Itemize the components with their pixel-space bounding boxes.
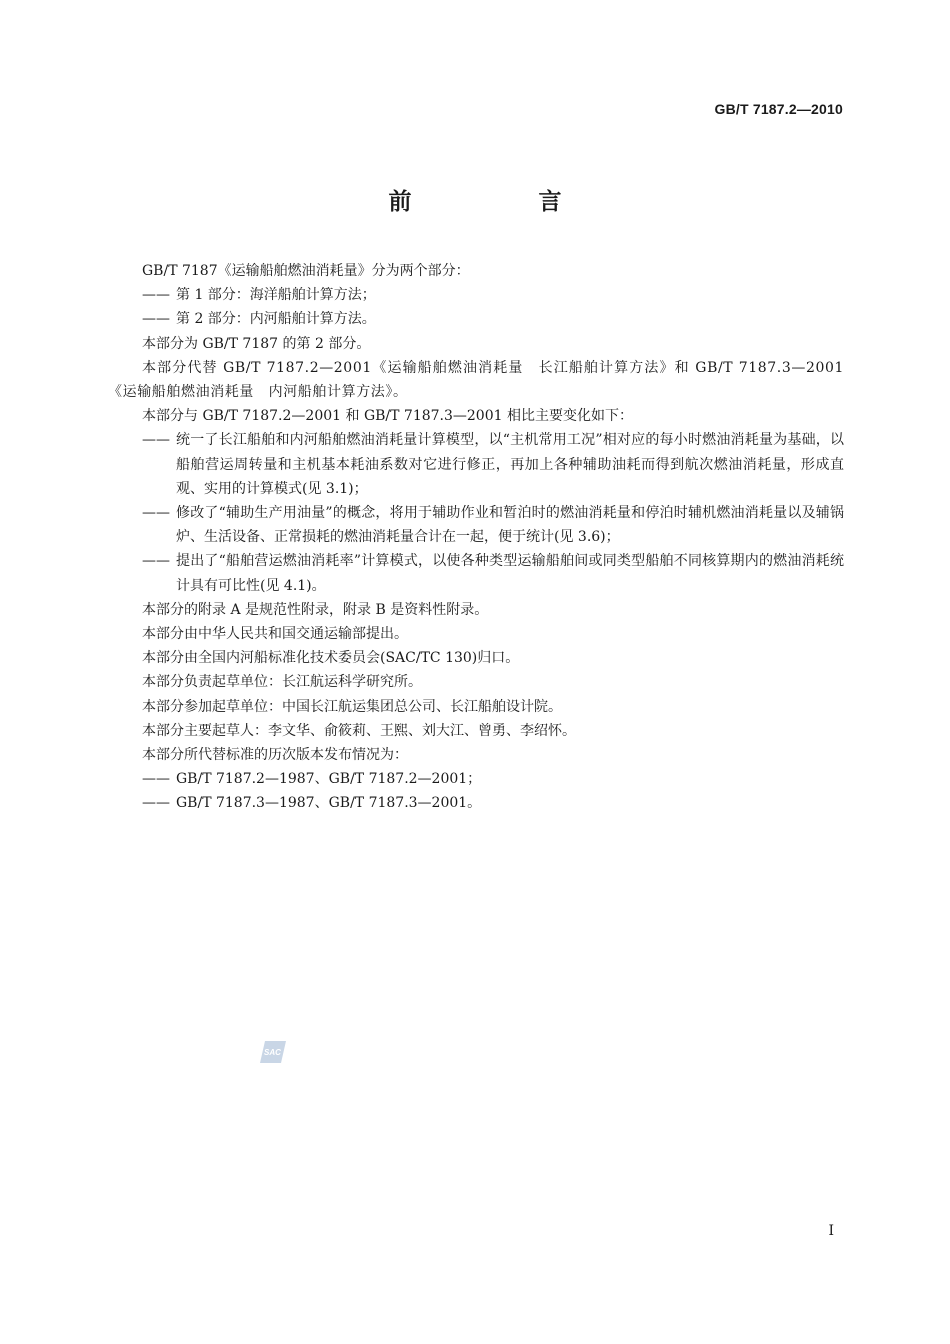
paragraph: GB/T 7187《运输船舶燃油消耗量》分为两个部分： xyxy=(142,263,470,279)
foreword-body xyxy=(108,259,844,816)
dash-mark: —— xyxy=(142,311,170,328)
dash-mark: —— xyxy=(142,505,170,522)
list-item xyxy=(108,283,844,307)
dash-mark: —— xyxy=(142,795,170,812)
paragraph: 本部分由全国内河船标准化技术委员会(SAC/TC 130)归口。 xyxy=(142,650,520,667)
list-item xyxy=(108,501,844,549)
paragraph: 本部分参加起草单位：中国长江航运集团总公司、长江船舶设计院。 xyxy=(142,698,562,715)
list-item-text: 统一了长江船舶和内河船舶燃油消耗量计算模型，以“主机常用工况”相对应的每小时燃油消耗量为基础，以船舶营运周转量和主机基本耗油系数对它进行修正，再加上各种辅助油耗而得到航次燃油消耗量，形成直观、实用的计算模式(见 3.1)； xyxy=(176,432,844,497)
standard-code: GB/T 7187.2—2010 xyxy=(714,101,843,117)
paragraph: 本部分为 GB/T 7187 的第 2 部分。 xyxy=(142,335,371,352)
list-item xyxy=(108,428,844,501)
list-item-text: 修改了“辅助生产用油量”的概念，将用于辅助作业和暂泊时的燃油消耗量和停泊时辅机燃油消耗量以及辅锅炉、生活设备、正常损耗的燃油消耗量合计在一起，便于统计(见 3.6)； xyxy=(176,505,844,546)
paragraph: 本部分所代替标准的历次版本发布情况为： xyxy=(142,747,408,764)
paragraph: 本部分负责起草单位：长江航运科学研究所。 xyxy=(142,674,422,691)
paragraph: 本部分由中华人民共和国交通运输部提出。 xyxy=(142,626,408,643)
page-title: 前 言 xyxy=(388,189,614,215)
sac-logo-text: SAC xyxy=(264,1048,281,1057)
paragraph: 本部分与 GB/T 7187.2—2001 和 GB/T 7187.3—2001 相比主要变化如下： xyxy=(142,408,633,425)
paragraph: 本部分代替 GB/T 7187.2—2001《运输船舶燃油消耗量 长江船舶计算方法》和 GB/T 7187.3—2001《运输船舶燃油消耗量 内河船舶计算方法》。 xyxy=(108,359,844,401)
page-number: I xyxy=(828,1223,834,1239)
dash-mark: —— xyxy=(142,287,170,304)
paragraph: 本部分的附录 A 是规范性附录，附录 B 是资料性附录。 xyxy=(142,601,489,618)
list-item-text: GB/T 7187.2—1987、GB/T 7187.2—2001； xyxy=(176,771,482,788)
paragraph: 本部分主要起草人：李文华、俞筱莉、王熙、刘大江、曾勇、李绍怀。 xyxy=(142,722,576,739)
sac-logo-icon xyxy=(259,1040,287,1064)
dash-mark: —— xyxy=(142,553,170,570)
list-item xyxy=(108,307,844,331)
list-item-text: 提出了“船舶营运燃油消耗率”计算模式，以使各种类型运输船舶间或同类型船舶不同核算期内的燃油消耗统计具有可比性(见 4.1)。 xyxy=(176,553,844,594)
list-item xyxy=(108,549,844,597)
dash-mark: —— xyxy=(142,432,170,449)
sac-logo-shape xyxy=(259,1040,287,1064)
list-item xyxy=(108,767,844,791)
list-item-text: 第 2 部分：内河船舶计算方法。 xyxy=(176,311,376,328)
dash-mark: —— xyxy=(142,771,170,788)
list-item-text: GB/T 7187.3—1987、GB/T 7187.3—2001。 xyxy=(176,795,482,812)
list-item xyxy=(108,791,844,815)
list-item-text: 第 1 部分：海洋船舶计算方法； xyxy=(176,287,376,304)
